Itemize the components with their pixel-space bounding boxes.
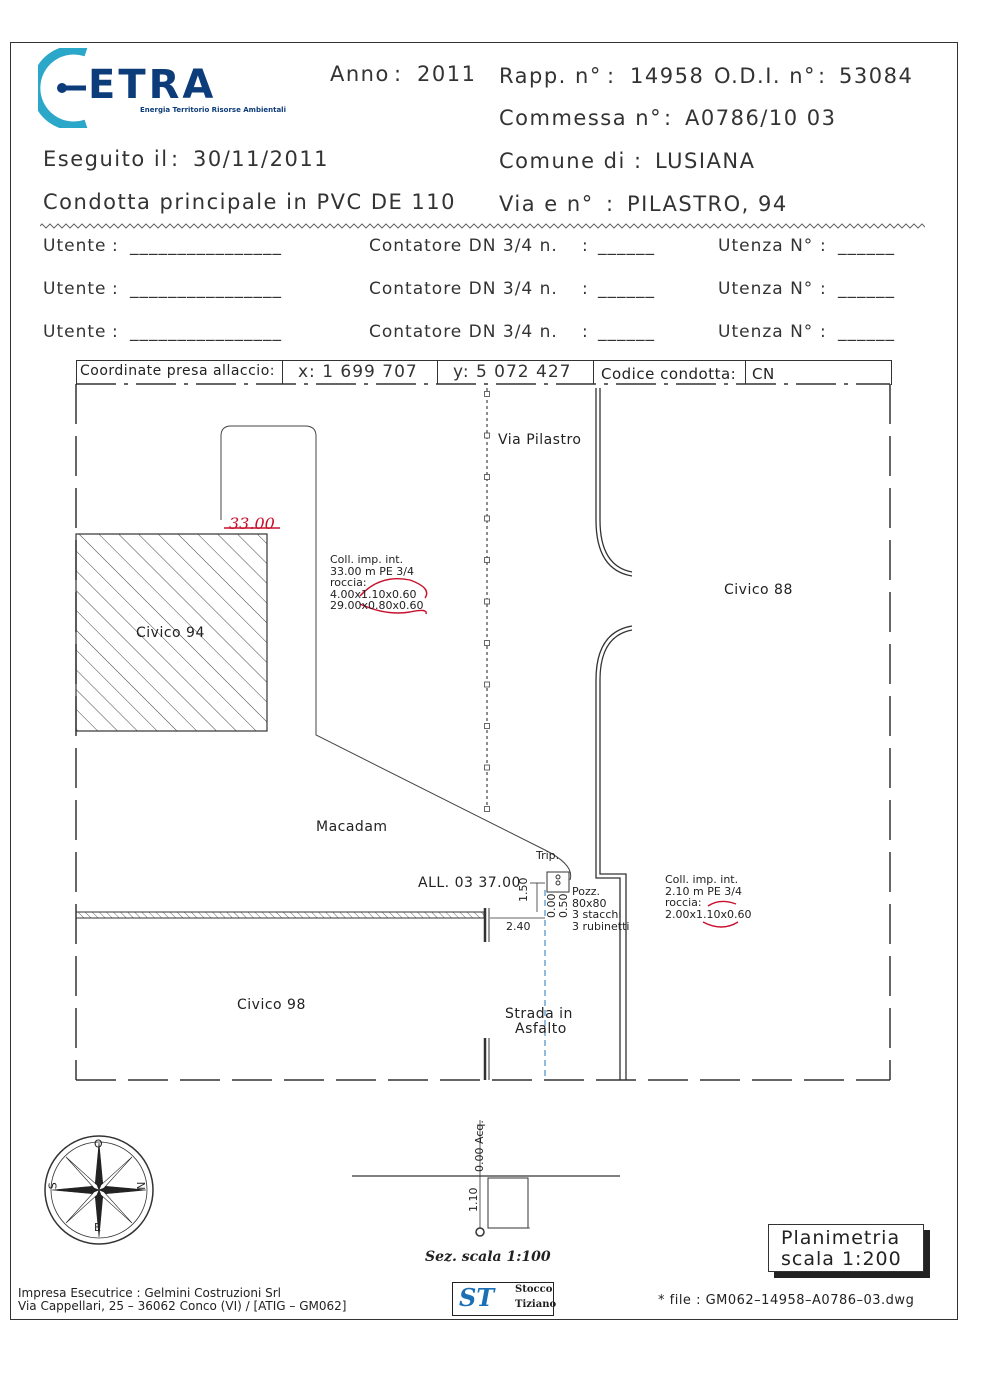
form-contatore-blank: ______: [598, 279, 655, 299]
section-depth: 1.10: [467, 1187, 480, 1212]
pipe-node: [485, 641, 490, 646]
coll2-line: roccia:: [665, 896, 702, 909]
rapp-label: Rapp. n°: [499, 64, 602, 88]
coords-y: y: 5 072 427: [453, 362, 572, 382]
form-colon: :: [820, 236, 827, 256]
coll1-line: Coll. imp. int.: [330, 553, 404, 566]
form-utente-label: Utente: [43, 322, 107, 342]
eseguito-label: Eseguito il: [43, 147, 169, 171]
wall-civico-98: [76, 912, 484, 918]
footer-file: * file : GM062–14958–A0786–03.dwg: [658, 1293, 915, 1308]
rapp-value: 14958: [630, 64, 705, 88]
odi-label: O.D.I. n°: [714, 64, 817, 88]
form-utenza-blank: ______: [838, 322, 895, 342]
form-utenza-blank: ______: [838, 236, 895, 256]
form-utente-blank: ________________: [130, 279, 282, 299]
stamp-st: ST: [459, 1283, 495, 1312]
plan-border: [76, 384, 890, 1080]
driveway-outline: [221, 426, 571, 880]
coll-note-2: [665, 874, 752, 920]
footer-impresa: Impresa Esecutrice : Gelmini Costruzioni Srl: [18, 1286, 281, 1300]
form-utente-label: Utente: [43, 236, 107, 256]
pipe-node: [485, 807, 490, 812]
label-strada-2: Asfalto: [515, 1021, 567, 1037]
red-annotations: [224, 528, 738, 927]
label-civico-94: Civico 94: [136, 625, 205, 641]
label-trip: Trip.: [536, 849, 560, 862]
rapp-colon: :: [607, 64, 616, 88]
label-civico-88: Civico 88: [724, 582, 793, 598]
form-utenza-label: Utenza N°: [718, 279, 814, 299]
form-contatore-label: Contatore DN 3/4 n.: [369, 236, 558, 256]
compass-e: E: [94, 1221, 101, 1234]
planimetria-box: [768, 1224, 924, 1272]
pozz-line: 3 rubinetti: [572, 919, 630, 933]
anno-value: 2011: [417, 62, 477, 86]
section-acq: 0.00 Acq.: [473, 1120, 486, 1172]
comune-colon: :: [634, 149, 643, 173]
label-macadam: Macadam: [316, 819, 388, 835]
logo-tagline: Energia Territorio Risorse Ambientali: [140, 106, 286, 114]
logo-brand: ETRA: [88, 62, 217, 108]
label-via-pilastro: Via Pilastro: [498, 432, 582, 448]
via-label: Via e n°: [499, 192, 594, 216]
coll1-line: roccia:: [330, 576, 367, 589]
form-contatore-blank: ______: [598, 322, 655, 342]
anno-colon: :: [394, 62, 403, 86]
odi-value: 53084: [839, 64, 914, 88]
planimetria-title: Planimetria: [781, 1227, 901, 1249]
pipe-node: [485, 682, 490, 687]
pipe-node: [485, 516, 490, 521]
form-contatore-label: Contatore DN 3/4 n.: [369, 279, 558, 299]
form-contatore-blank: ______: [598, 236, 655, 256]
coll-note-1: [330, 554, 424, 612]
pipe-node: [485, 475, 490, 480]
coll1-line: 4.00x1.10x0.60: [330, 587, 417, 601]
handwritten-33: 33.00: [229, 514, 275, 533]
studio-stamp: [452, 1282, 557, 1316]
form-colon: :: [820, 322, 827, 342]
dim-000: 0.00: [545, 893, 558, 918]
eseguito-colon: :: [171, 147, 180, 171]
commessa-colon: :: [664, 106, 673, 130]
pozz-line: 3 stacchi: [572, 908, 622, 921]
eseguito-value: 30/11/2011: [193, 147, 330, 171]
wall-civico-88: [596, 388, 632, 1080]
pipe-node: [485, 724, 490, 729]
form-colon: :: [820, 279, 827, 299]
form-utente-blank: ________________: [130, 322, 282, 342]
section-drawing: [340, 1110, 640, 1240]
form-utente-label: Utente: [43, 279, 107, 299]
form-colon: :: [582, 322, 589, 342]
compass-n: N: [133, 1181, 147, 1190]
via-colon: :: [606, 192, 615, 216]
form-utenza-label: Utenza N°: [718, 322, 814, 342]
condotta-text: Condotta principale in PVC DE 110: [43, 190, 457, 214]
pipe-node: [485, 599, 490, 604]
section-label: Sez. scala 1:100: [425, 1249, 551, 1265]
commessa-label: Commessa n°: [499, 106, 663, 130]
form-colon: :: [582, 279, 589, 299]
via-value: PILASTRO, 94: [627, 192, 788, 216]
coll2-line: 2.10 m PE 3/4: [665, 884, 742, 898]
label-civico-98: Civico 98: [237, 997, 306, 1013]
compass-s: S: [46, 1182, 60, 1190]
label-strada-1: Strada in: [505, 1006, 573, 1022]
odi-colon: :: [818, 64, 827, 88]
coll1-line: 33.00 m PE 3/4: [330, 564, 414, 578]
compass-o: O: [94, 1136, 103, 1150]
pipe-node: [485, 558, 490, 563]
form-colon: :: [112, 322, 119, 342]
anno-label: Anno: [330, 62, 390, 86]
pozz-line: Pozz.: [572, 885, 601, 898]
pozz-line: 80x80: [572, 896, 607, 910]
pozz-note: [572, 886, 629, 932]
planimetria-scale: scala 1:200: [781, 1248, 902, 1270]
stamp-name2: Tiziano: [515, 1299, 557, 1310]
form-utenza-label: Utenza N°: [718, 236, 814, 256]
form-colon: :: [112, 236, 119, 256]
form-utenza-blank: ______: [838, 279, 895, 299]
footer-address: Via Cappellari, 25 – 36062 Conco (VI) / [ATIG – GM062]: [18, 1299, 347, 1313]
label-all: ALL. 03 37.00: [418, 875, 521, 891]
stamp-name1: Stocco: [515, 1284, 553, 1295]
coll2-line: 2.00x1.10x0.60: [665, 907, 752, 921]
coords-x: x: 1 699 707: [298, 362, 418, 382]
form-contatore-label: Contatore DN 3/4 n.: [369, 322, 558, 342]
comune-label: Comune di: [499, 149, 626, 173]
pipe-node: [485, 392, 490, 397]
pipe-node: [485, 765, 490, 770]
dim-150: 1.50: [517, 877, 530, 902]
codice-label: Codice condotta:: [601, 365, 737, 383]
form-colon: :: [112, 279, 119, 299]
coll1-line: 29.00x0.80x0.60: [330, 599, 424, 612]
coll2-line: Coll. imp. int.: [665, 873, 739, 886]
comune-value: LUSIANA: [655, 149, 756, 173]
dim-050: 0.50: [557, 893, 570, 918]
pipe-node: [485, 433, 490, 438]
commessa-value: A0786/10 03: [685, 106, 837, 130]
form-colon: :: [582, 236, 589, 256]
form-utente-blank: ________________: [130, 236, 282, 256]
codice-value: CN: [752, 365, 775, 383]
coords-label: Coordinate presa allaccio:: [80, 363, 275, 379]
dim-240: 2.40: [506, 920, 531, 933]
